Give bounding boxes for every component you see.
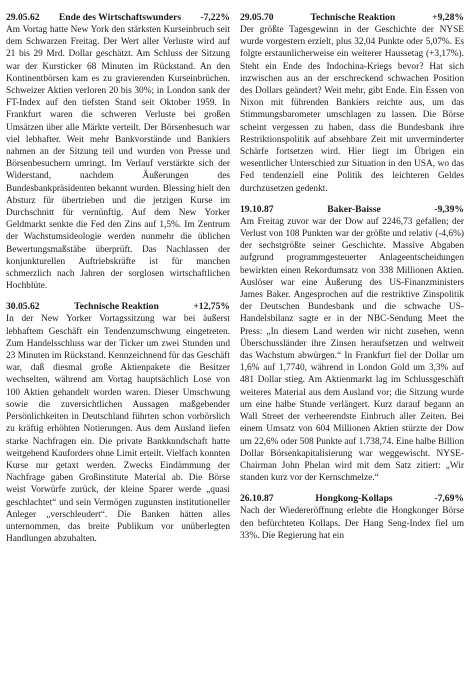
entry-change: -7,69% xyxy=(434,493,464,505)
market-entry xyxy=(6,12,230,292)
entry-change: -7,22% xyxy=(200,12,230,23)
market-entry xyxy=(240,12,464,195)
right-column xyxy=(240,12,464,689)
entry-text: In der New Yorker Vortagssitzung war bei äußerst lebhaftem Geschäft ein Tendenzumschwung eingetreten. Zum Handelsschluss war der Ticker um zwei Stunden und 23 Minuten im Rückstand. Kennzeichnend für das Geschäft war, daß diesmal große Aktienpakete die Besitzer wechselten, während am Vortag hauptsächlich Lose von 100 Aktien gehandelt worden waren. Dieser Umschwung sowie die zuversichtlichen Aussagen maßgebender Persönlichkeiten in Deutschland führten schon vorbörslich zu kräftig erhöhten Notierungen. Aus dem Ausland liefen starke Nachfragen ein. Die private Bankkundschaft hatte weitgehend Kauforders ohne Limit erteilt. Vielfach konnten Kurse nur getaxt werden. Zwecks Eindämmung der Nachfrage gaben Großinstitute Material ab. Die Börse weist Vorwürfe zurück, der kleine Sparer werde „quasi geschlachtet“ und sein Vermögen zugunsten institutioneller Anleger „verschleudert“. Die Banken hätten alles unternommen, das breite Publikum vor unüberlegten Handlungen abzuhalten. xyxy=(6,314,230,545)
entry-date: 29.05.62 xyxy=(6,12,40,23)
entry-title: Technische Reaktion xyxy=(310,12,396,23)
entry-date: 19.10.87 xyxy=(240,203,274,215)
entry-title: Baker-Baisse xyxy=(327,203,381,215)
entry-title: Hongkong-Kollaps xyxy=(315,493,393,505)
left-column xyxy=(6,12,230,689)
entry-change: +9,28% xyxy=(432,12,464,23)
entry-title: Technische Reaktion xyxy=(74,301,159,313)
market-entry xyxy=(240,204,464,484)
market-entry xyxy=(6,301,230,545)
market-entry xyxy=(240,493,464,542)
entry-date: 29.05.70 xyxy=(240,12,274,23)
entry-date: 30.05.62 xyxy=(6,301,40,313)
entry-text: Der größte Tagesgewinn in der Geschichte der NYSE wurde vorgestern erzielt, plus 32,04 Punkte oder 5,07%. Es folgte erstaunlicherweise ein weiterer Haussetag (+3,17%). Steht ein Ende des Indochina-Kriegs bevor? Hat sich inzwischen aus an der erschreckend schwachen Position des Dollars geändert? Weit mehr, gibt Ende. Ein Essen von Nixon mit führenden Bankiers reichte aus, um das Stimmungsbarometer umschlagen zu lassen. Die Börse scheint vergessen zu haben, dass die Bundesbank ihre Restriktionspolitik auf absehbare Zeit mit unverminderter Schärfe fortsetzen wird. Hier liegt im Übrigen ein wesentlicher Unterschied zur Situation in den USA, wo das Fed tendenziell eine Politik des leichteren Geldes durchzusetzen gedenkt. xyxy=(240,25,464,194)
entry-header xyxy=(6,301,230,313)
entry-header xyxy=(240,204,464,216)
entry-title: Ende des Wirtschaftswunders xyxy=(58,12,182,23)
entry-date: 26.10.87 xyxy=(240,493,274,505)
entry-header xyxy=(240,12,464,24)
entry-change: -9,39% xyxy=(434,203,464,215)
entry-text: Am Vortag hatte New York den stärksten Kurseinbruch seit dem Schwarzen Freitag. Der Wert aller Verluste wird auf 21 bis 29 Mrd. Dollar geschätzt. Am Schluss der Sitzung war der Kursticker 68 Minuten im Rückstand. An den Kontinentbörsen kam es zu gravierenden Kurseinbrüchen. Schweizer Aktien verloren 20 bis 30%; in London sank der FT-Index auf den tiefsten Stand seit Oktober 1959. In Frankfurt waren die schweren Verluste bei großen Umsätzen über alle Märkte verteilt. Der Börsenbesuch war viel lebhafter. Weit mehr Bankvorstände und Bankiers nahmen an der Sitzung teil und wurden von Presse und Börsenbesuchern umringt. Im Verlauf verstärkte sich der Widerstand, nachdem Äußerungen des Bundesbankpräsidenten bekannt wurden. Blessing hielt den Absturz für übertrieben und die jetzigen Kurse im Durchschnitt für vernünftig. Auf dem New Yorker Geldmarkt senkte die Fed den Zins auf 1,5%. Im Zentrum der Wachstumsideologie werden nunmehr die üblichen Bewertungsmaßstäbe überprüft. Das Nachlassen der konjunkturellen Auftriebskräfte ist für manchen schmerzlich nach Jahren der sorglosen wirtschaftlichen Hochblüte. xyxy=(6,25,230,292)
entry-header xyxy=(240,493,464,505)
entry-header xyxy=(6,12,230,24)
entry-text: Nach der Wiedereröffnung erlebte die Hongkonger Börse den befürchteten Kollaps. Der Hang Seng-Index fiel um 33%. Die Regierung hat ein xyxy=(240,506,464,541)
entry-text: Am Freitag zuvor war der Dow auf 2246,73 gefallen; der Verlust von 108 Punkten war der größte und relativ (-4,6%) der sechstgrößte seiner Geschichte. Massive Abgaben aufgrund programmgesteuerter Anlageentscheidungen bewirkten einen Rekordumsatz von 338 Millionen Aktien. Auslöser war eine Äußerung des US-Finanzministers James Baker. Angesprochen auf die restriktive Zinspolitik der Deutschen Bundesbank und die schwache US-Handelsbilanz sagte er in der NBC-Sendung Meet the Press: „In diesem Land werden wir nicht zusehen, wenn Überschussländer ihre Zinsen heraufsetzen und weltweit das Wachstum abwürgen.“ In Frankfurt fiel der Dollar um 1,6% auf 1,7740, während in London Gold um 3,3% auf 481 Dollar stieg. Am Aktienmarkt lag im Schlussgeschäft weiteres Material aus dem Ausland vor; die Sitzung wurde um eine halbe Stunde verlängert. Kurz darauf begann an Wall Street der verheerendste Einbruch aller Zeiten. Bei einem Umsatz von 604 Millionen Aktien stürzte der Dow um 22,6% oder 508 Punkte auf 1.738,74. Eine halbe Billion Dollar Börsenkapitalisierung war weggewischt. NYSE-Chairman John Phelan wird mit dem Satz zitiert: „Wir standen kurz vor der Kernschmelze.“ xyxy=(240,216,464,484)
entry-change: +12,75% xyxy=(193,301,230,313)
